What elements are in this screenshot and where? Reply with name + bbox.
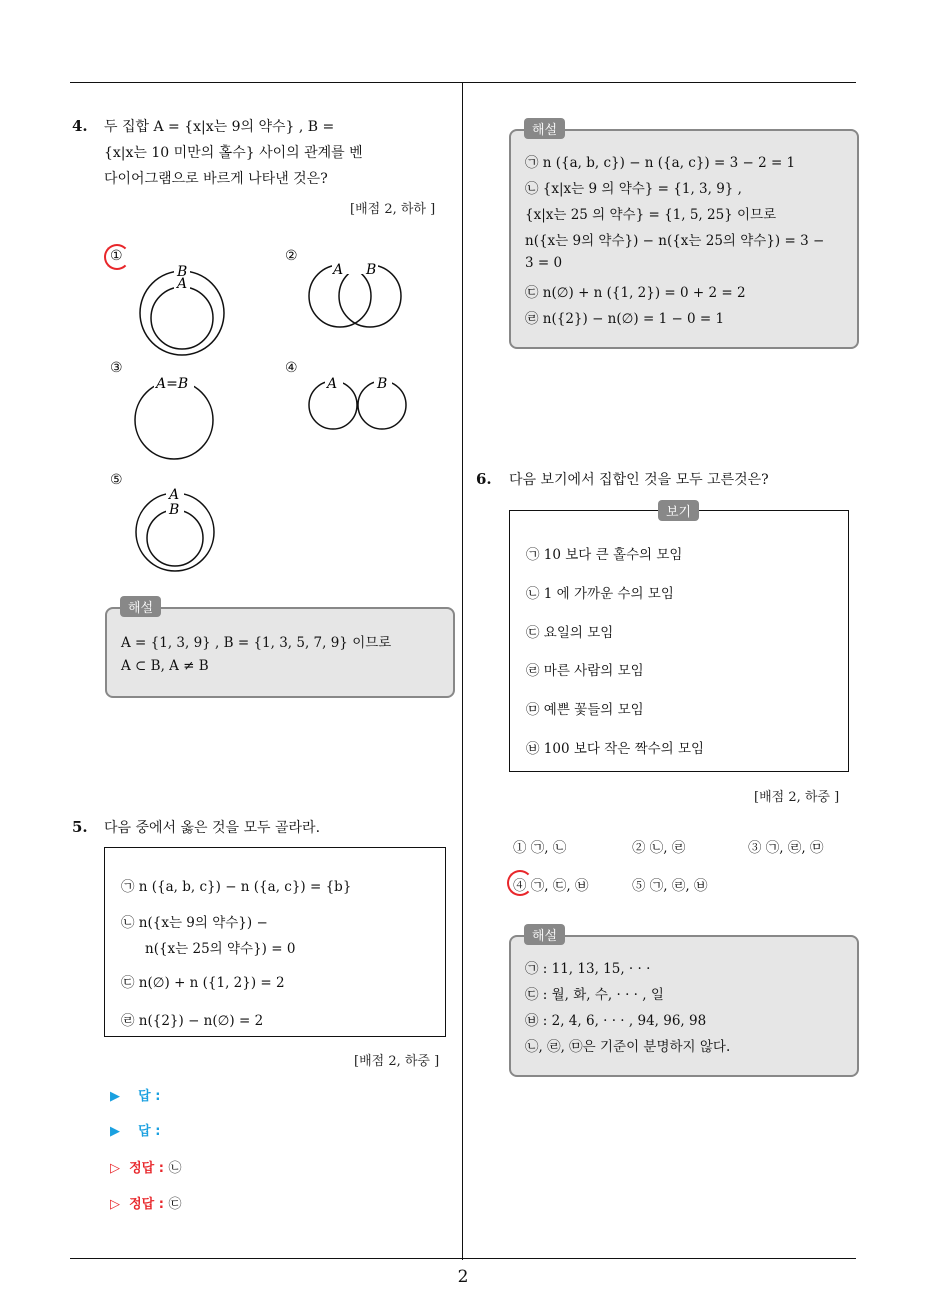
q6-item: ㉠ 10 보다 큰 홀수의 모임 — [526, 547, 683, 563]
venn-label: A — [327, 376, 338, 392]
explanation-line: ㉣ n({2}) − n(∅) = 1 − 0 = 1 — [525, 311, 725, 327]
correct-answer-label: 정답 : — [129, 1161, 164, 1176]
explanation-tab: 해설 — [524, 118, 565, 139]
q5-statement-box — [104, 847, 446, 1037]
q4-option-3-number[interactable]: ③ — [110, 360, 123, 376]
q4-option-4-number[interactable]: ④ — [285, 360, 298, 376]
explanation-line: n({x는 9의 약수}) − n({x는 25의 약수}) = 3 − — [525, 233, 825, 249]
q4-text-line: 두 집합 A = {x|x는 9의 약수} , B = — [104, 119, 335, 135]
q6-number: 6. — [476, 470, 492, 488]
explanation-line: {x|x는 25 의 약수} = {1, 5, 25} 이므로 — [525, 207, 777, 223]
q4-option-2-number[interactable]: ② — [285, 248, 298, 264]
q6-choice-5[interactable]: ⑤ ㉠, ㉣, ㉥ — [632, 878, 708, 894]
venn-diagram-1[interactable] — [130, 258, 230, 358]
q5-item: ㉢ n(∅) + n ({1, 2}) = 2 — [121, 975, 285, 991]
explanation-tab: 해설 — [120, 596, 161, 617]
answer-marker-icon: ▶ — [110, 1089, 120, 1104]
explanation-tab: 해설 — [524, 924, 565, 945]
explanation-line: 3 = 0 — [525, 255, 563, 271]
q5-item: n({x는 25의 약수}) = 0 — [145, 941, 296, 957]
q4-option-5-number[interactable]: ⑤ — [110, 472, 123, 488]
answer-row — [110, 1120, 160, 1139]
correct-answer-row — [110, 1193, 181, 1212]
q6-text: 다음 보기에서 집합인 것을 모두 고른것은? — [509, 472, 769, 488]
correct-answer-row — [110, 1157, 181, 1176]
venn-diagram-5[interactable] — [128, 482, 228, 582]
column-divider — [462, 82, 463, 1260]
correct-marker-icon: ▷ — [110, 1161, 120, 1176]
correct-marker-icon: ▷ — [110, 1197, 120, 1212]
example-box-tab: 보기 — [658, 500, 699, 521]
venn-label: B — [177, 264, 188, 280]
venn-diagram-3[interactable] — [128, 370, 228, 465]
q4-option-1-number[interactable]: ① — [110, 248, 123, 264]
venn-label: A — [177, 276, 188, 292]
explanation-line: ㉡, ㉣, ㉤은 기준이 분명하지 않다. — [525, 1039, 731, 1055]
q4-text-line: {x|x는 10 미만의 홀수} 사이의 관계를 벤 — [104, 145, 363, 161]
venn-label: B — [169, 502, 180, 518]
explanation-line: ㉢ : 월, 화, 수, · · · , 일 — [525, 987, 664, 1003]
selected-answer-circle — [507, 870, 533, 896]
answer-label: 답 : — [138, 1124, 161, 1139]
q6-item: ㉤ 예쁜 꽃들의 모임 — [526, 702, 644, 718]
answer-label: 답 : — [138, 1089, 161, 1104]
bottom-rule — [70, 1258, 856, 1259]
q5-number: 5. — [72, 818, 88, 836]
answer-row — [110, 1085, 160, 1104]
q6-choice-1[interactable]: ① ㉠, ㉡ — [513, 840, 567, 856]
explanation-line: A ⊂ B, A ≠ B — [121, 658, 209, 674]
explanation-line: ㉥ : 2, 4, 6, · · · , 94, 96, 98 — [525, 1013, 707, 1029]
venn-diagram-4[interactable] — [305, 370, 415, 440]
explanation-line: ㉢ n(∅) + n ({1, 2}) = 0 + 2 = 2 — [525, 285, 746, 301]
answer-marker-icon: ▶ — [110, 1124, 120, 1139]
explanation-line: ㉠ n ({a, b, c}) − n ({a, c}) = 3 − 2 = 1 — [525, 155, 796, 171]
correct-answer-label: 정답 : — [129, 1197, 164, 1212]
selected-answer-circle — [104, 244, 130, 270]
venn-diagram-2[interactable] — [300, 258, 410, 338]
q5-text: 다음 중에서 옳은 것을 모두 골라라. — [104, 820, 321, 836]
q6-item: ㉡ 1 에 가까운 수의 모임 — [526, 586, 674, 602]
q4-text — [104, 114, 444, 192]
right-explanation-box — [509, 129, 859, 349]
q5-item: ㉡ n({x는 9의 약수}) − — [121, 915, 268, 931]
page-number: 2 — [457, 1267, 469, 1287]
venn-label: B — [366, 262, 377, 278]
q4-score: [배점 2, 하하 ] — [350, 202, 436, 217]
top-rule — [70, 82, 856, 83]
explanation-line: ㉠ : 11, 13, 15, · · · — [525, 961, 651, 977]
q6-choice-4[interactable]: ④ ㉠, ㉢, ㉥ — [513, 878, 589, 894]
correct-answer-value: ㉢ — [168, 1197, 182, 1212]
q6-example-box — [509, 510, 849, 772]
q6-explanation-box — [509, 935, 859, 1077]
venn-label: A — [169, 487, 180, 503]
venn-label: A — [333, 262, 344, 278]
correct-answer-value: ㉡ — [168, 1161, 182, 1176]
q6-item: ㉥ 100 보다 작은 짝수의 모임 — [526, 741, 705, 757]
q6-item: ㉣ 마른 사람의 모임 — [526, 663, 644, 679]
q6-score: [배점 2, 하중 ] — [754, 790, 840, 805]
venn-label: A=B — [156, 376, 189, 392]
venn-label: B — [377, 376, 388, 392]
q4-number: 4. — [72, 117, 88, 135]
q5-item: ㉣ n({2}) − n(∅) = 2 — [121, 1013, 264, 1029]
q6-choice-2[interactable]: ② ㉡, ㉣ — [632, 840, 686, 856]
explanation-line: ㉡ {x|x는 9 의 약수} = {1, 3, 9} , — [525, 181, 742, 197]
explanation-line: A = {1, 3, 9} , B = {1, 3, 5, 7, 9} 이므로 — [121, 635, 392, 651]
q4-explanation-box — [105, 607, 455, 698]
q6-item: ㉢ 요일의 모임 — [526, 625, 614, 641]
q5-item: ㉠ n ({a, b, c}) − n ({a, c}) = {b} — [121, 879, 352, 895]
q5-score: [배점 2, 하중 ] — [354, 1054, 440, 1069]
q4-text-line: 다이어그램으로 바르게 나타낸 것은? — [104, 171, 328, 187]
q6-choice-3[interactable]: ③ ㉠, ㉣, ㉤ — [748, 840, 824, 856]
